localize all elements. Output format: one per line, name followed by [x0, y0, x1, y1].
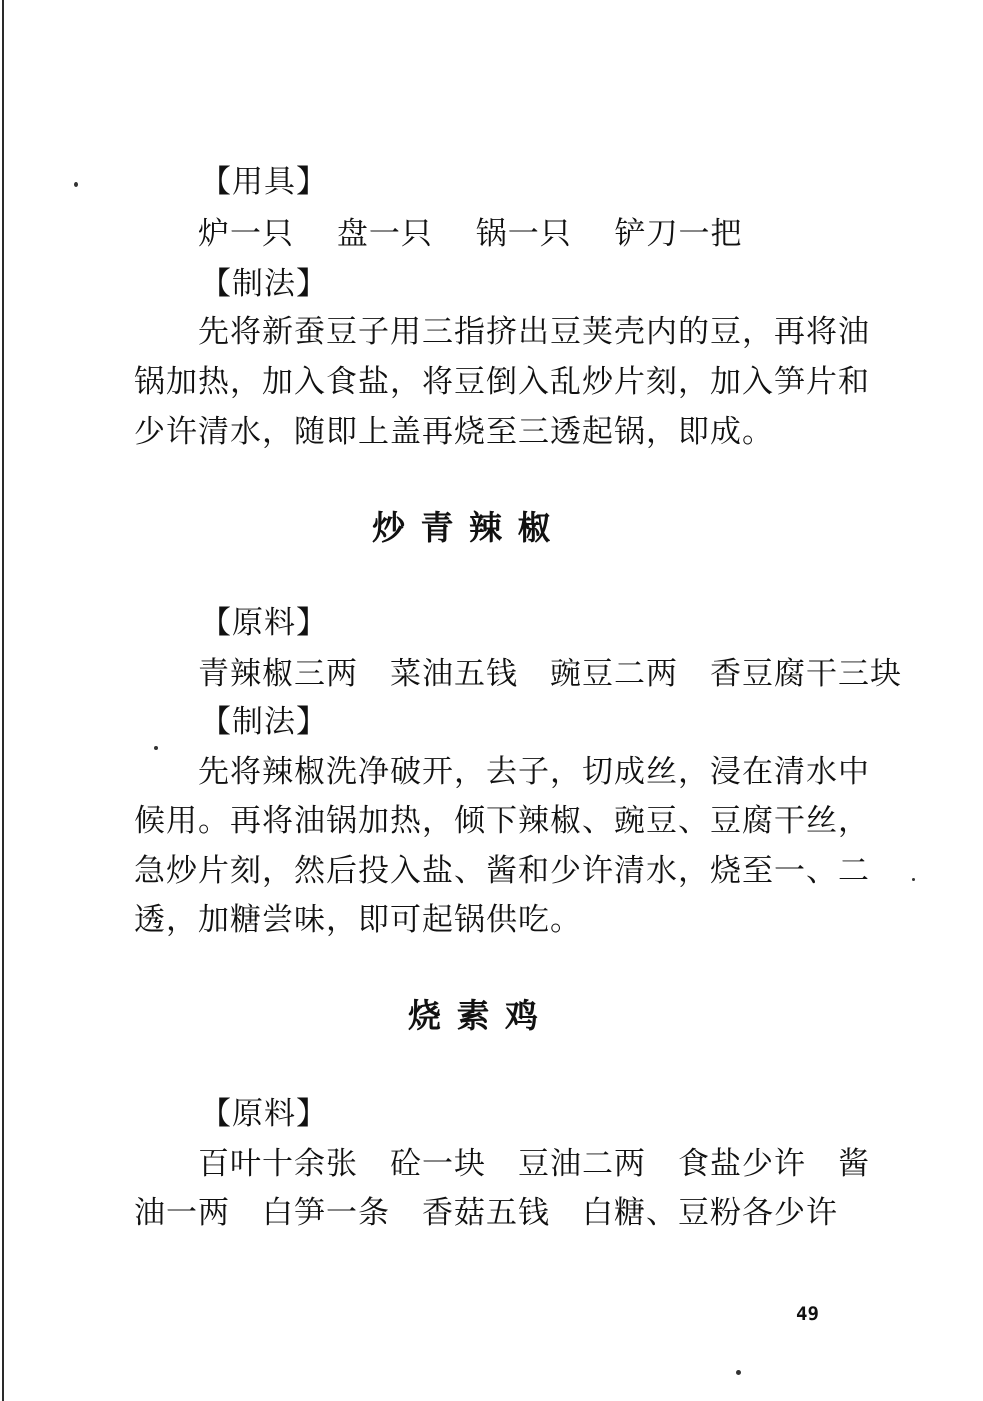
method2-text-line2: 候用。再将油锅加热，倾下辣椒、豌豆、豆腐干丝，	[134, 803, 870, 839]
method1-text-line2: 锅加热，加入食盐，将豆倒入乱炒片刻，加入笋片和	[134, 364, 870, 400]
page-edge-line	[2, 0, 4, 1401]
scan-speck	[912, 878, 915, 881]
method2-text-line3: 急炒片刻，然后投入盐、酱和少许清水，烧至一、二	[134, 853, 870, 889]
recipe2-title: 炒 青 辣 椒	[372, 508, 553, 547]
ingredients3-line2: 油一两 白笋一条 香菇五钱 白糖、豆粉各少许	[134, 1195, 838, 1231]
method1-text-line3: 少许清水，随即上盖再烧至三透起锅，即成。	[134, 414, 774, 450]
scan-speck	[736, 1370, 741, 1375]
method2-text-line1: 先将辣椒洗净破开，去子，切成丝，浸在清水中	[198, 754, 870, 790]
recipe3-title: 烧 素 鸡	[408, 996, 540, 1035]
scan-speck	[154, 746, 158, 750]
tools-label: 【用具】	[200, 164, 328, 200]
scan-speck	[74, 182, 78, 187]
method2-text-line4: 透，加糖尝味，即可起锅供吃。	[134, 902, 582, 938]
method1-text-line1: 先将新蚕豆子用三指挤出豆荚壳内的豆，再将油	[198, 314, 870, 350]
ingredients2-label: 【原料】	[200, 605, 328, 641]
method2-label: 【制法】	[200, 704, 328, 740]
page-number: 49	[796, 1303, 819, 1325]
tools-list: 炉一只 盘一只 锅一只 铲刀一把	[198, 216, 743, 252]
ingredients3-line1: 百叶十余张 砼一块 豆油二两 食盐少许 酱	[198, 1146, 870, 1182]
ingredients2-list: 青辣椒三两 菜油五钱 豌豆二两 香豆腐干三块	[198, 656, 902, 692]
method1-label: 【制法】	[200, 266, 328, 302]
ingredients3-label: 【原料】	[200, 1096, 328, 1132]
